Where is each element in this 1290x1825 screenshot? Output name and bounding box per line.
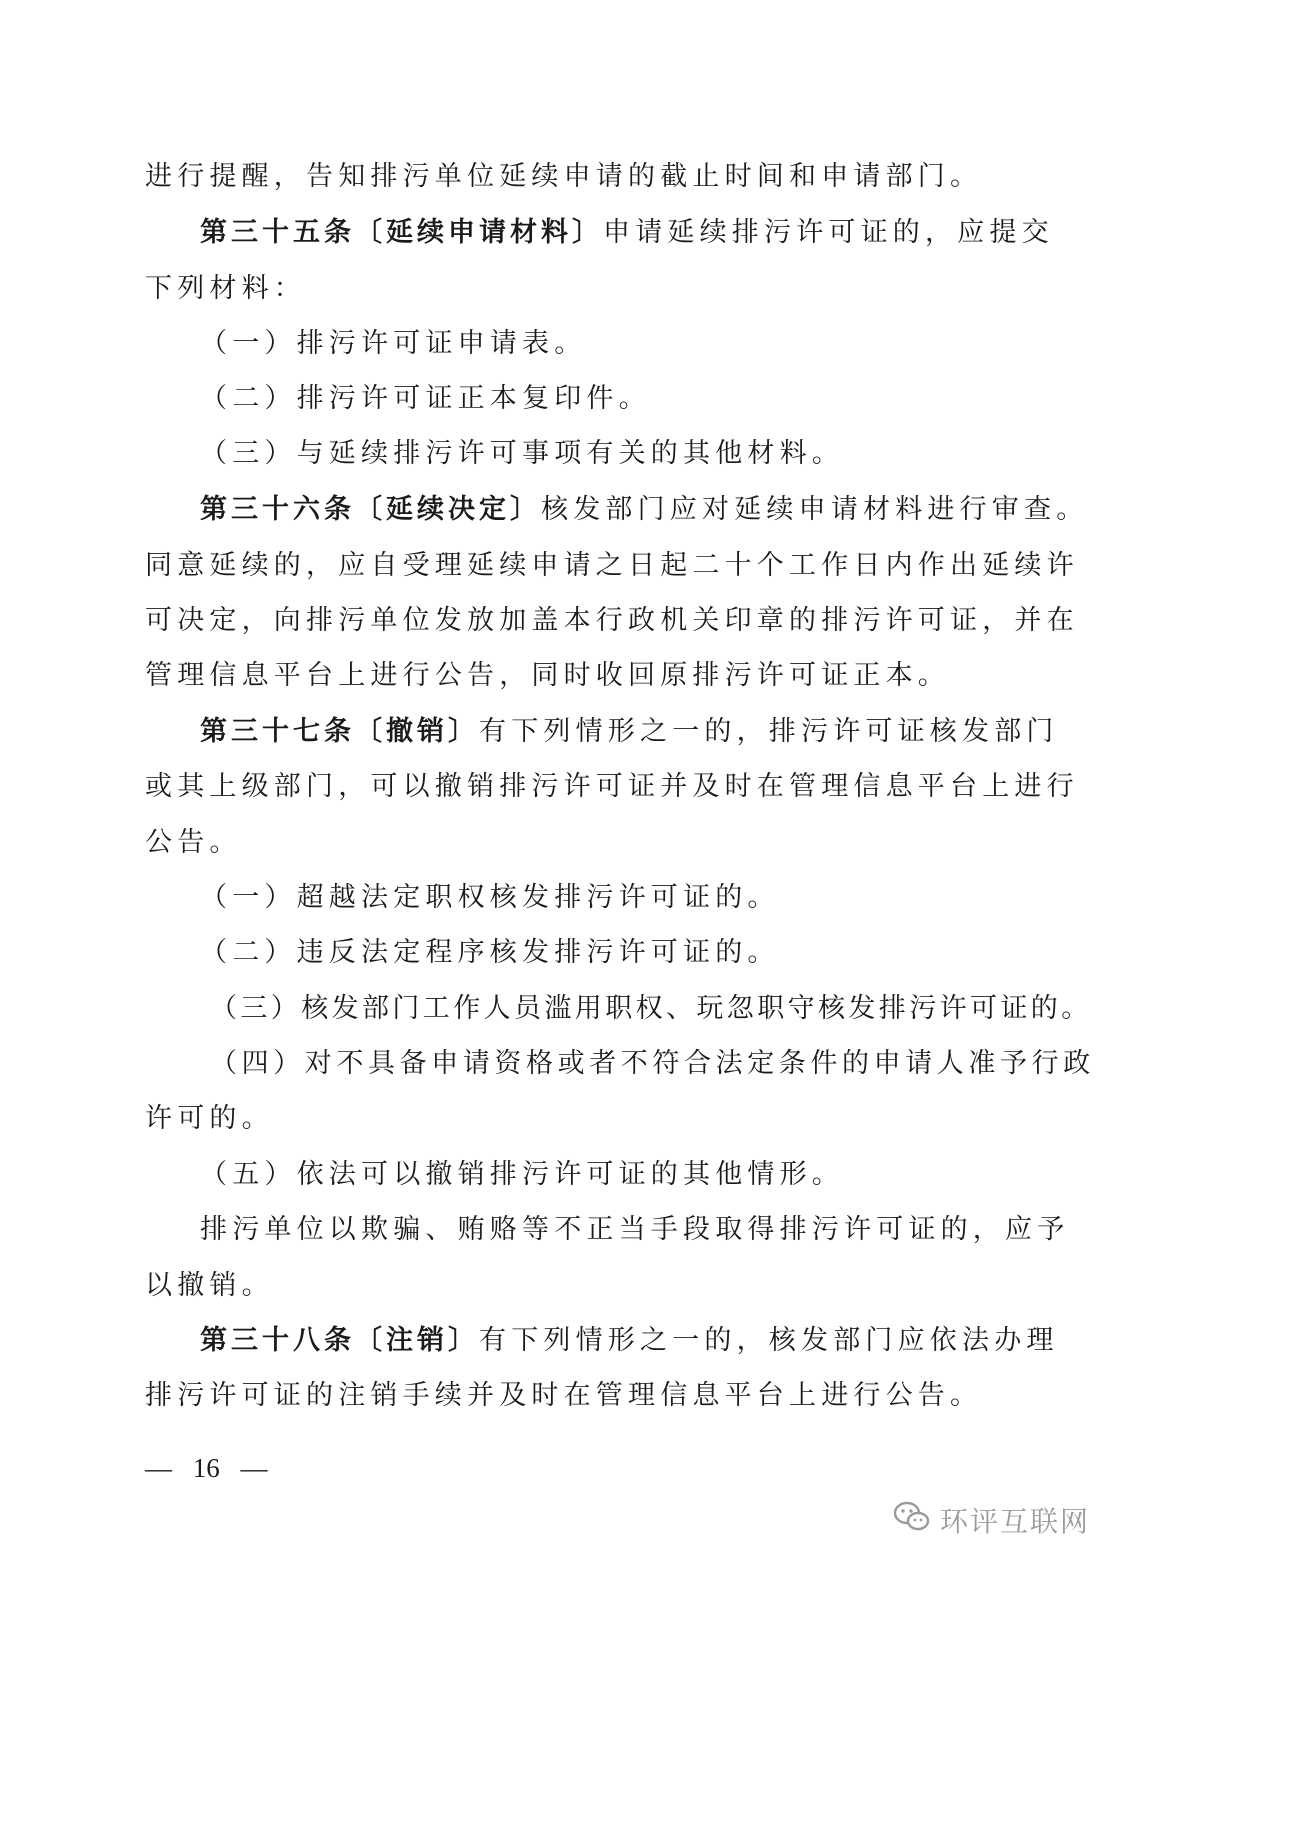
paragraph-line <box>200 1212 1290 1248</box>
line-text: （一）超越法定职权核发排污许可证的。 <box>200 882 780 913</box>
line-text: 以撤销。 <box>145 1270 274 1301</box>
line-text: （三）与延续排污许可事项有关的其他材料。 <box>200 438 844 469</box>
paragraph-line <box>145 1101 1249 1137</box>
list-item <box>210 1046 1290 1082</box>
list-item <box>210 991 1290 1027</box>
line-text: 或其上级部门，可以撤销排污许可证并及时在管理信息平台上进行 <box>145 771 1079 802</box>
line-text: 核发部门应对延续申请材料进行审查。 <box>541 494 1089 525</box>
list-item <box>200 1157 1290 1193</box>
line-text: 可决定，向排污单位发放加盖本行政机关印章的排污许可证，并在 <box>145 605 1079 636</box>
page-dash-left: — <box>145 1453 172 1483</box>
article-heading: 第三十六条〔延续决定〕 <box>200 494 541 525</box>
line-text: 进行提醒，告知排污单位延续申请的截止时间和申请部门。 <box>145 161 983 192</box>
line-text: （三）核发部门工作人员滥用职权、玩忽职守核发排污许可证的。 <box>210 993 1092 1024</box>
line-text: 同意延续的，应自受理延续申请之日起二十个工作日内作出延续许 <box>145 550 1079 581</box>
paragraph-line <box>145 769 1249 805</box>
line-text: 公告。 <box>145 827 242 858</box>
wechat-icon <box>892 1500 932 1541</box>
list-item <box>200 880 1290 916</box>
watermark-text: 环评互联网 <box>940 1505 1091 1538</box>
watermark <box>892 1500 1090 1540</box>
paragraph-line <box>145 1378 1249 1414</box>
page-number <box>145 1450 268 1486</box>
line-text: 许可的。 <box>145 1103 274 1134</box>
line-text: 申请延续排污许可证的，应提交 <box>603 217 1054 248</box>
article-37-heading-line <box>200 714 1290 750</box>
paragraph-line <box>145 271 1249 307</box>
paragraph-line <box>145 658 1249 694</box>
paragraph-line <box>145 1268 1249 1304</box>
line-text: （二）违反法定程序核发排污许可证的。 <box>200 937 780 968</box>
article-38-heading-line <box>200 1323 1290 1359</box>
line-text: 有下列情形之一的，排污许可证核发部门 <box>479 716 1059 747</box>
article-heading: 第三十八条〔注销〕 <box>200 1325 479 1356</box>
article-35-heading-line <box>200 215 1290 251</box>
paragraph-line <box>145 825 1249 861</box>
paragraph-line <box>145 159 1249 195</box>
line-text: （二）排污许可证正本复印件。 <box>200 383 651 414</box>
list-item <box>200 326 1290 362</box>
line-text: 有下列情形之一的，核发部门应依法办理 <box>479 1325 1059 1356</box>
article-heading: 第三十七条〔撤销〕 <box>200 716 479 747</box>
page-number-value: 16 <box>192 1453 220 1483</box>
line-text: 管理信息平台上进行公告，同时收回原排污许可证正本。 <box>145 660 950 691</box>
line-text: （四）对不具备申请资格或者不符合法定条件的申请人准予行政 <box>210 1048 1095 1079</box>
line-text: （一）排污许可证申请表。 <box>200 328 587 359</box>
article-heading: 第三十五条〔延续申请材料〕 <box>200 217 603 248</box>
line-text: 排污单位以欺骗、贿赂等不正当手段取得排污许可证的，应予 <box>200 1214 1070 1245</box>
list-item <box>200 436 1290 472</box>
line-text: 排污许可证的注销手续并及时在管理信息平台上进行公告。 <box>145 1380 983 1411</box>
article-36-heading-line <box>200 492 1290 528</box>
page-dash-right: — <box>240 1453 268 1483</box>
paragraph-line <box>145 603 1249 639</box>
line-text: 下列材料： <box>145 273 306 304</box>
list-item <box>200 381 1290 417</box>
line-text: （五）依法可以撤销排污许可证的其他情形。 <box>200 1159 844 1190</box>
paragraph-line <box>145 548 1249 584</box>
list-item <box>200 935 1290 971</box>
